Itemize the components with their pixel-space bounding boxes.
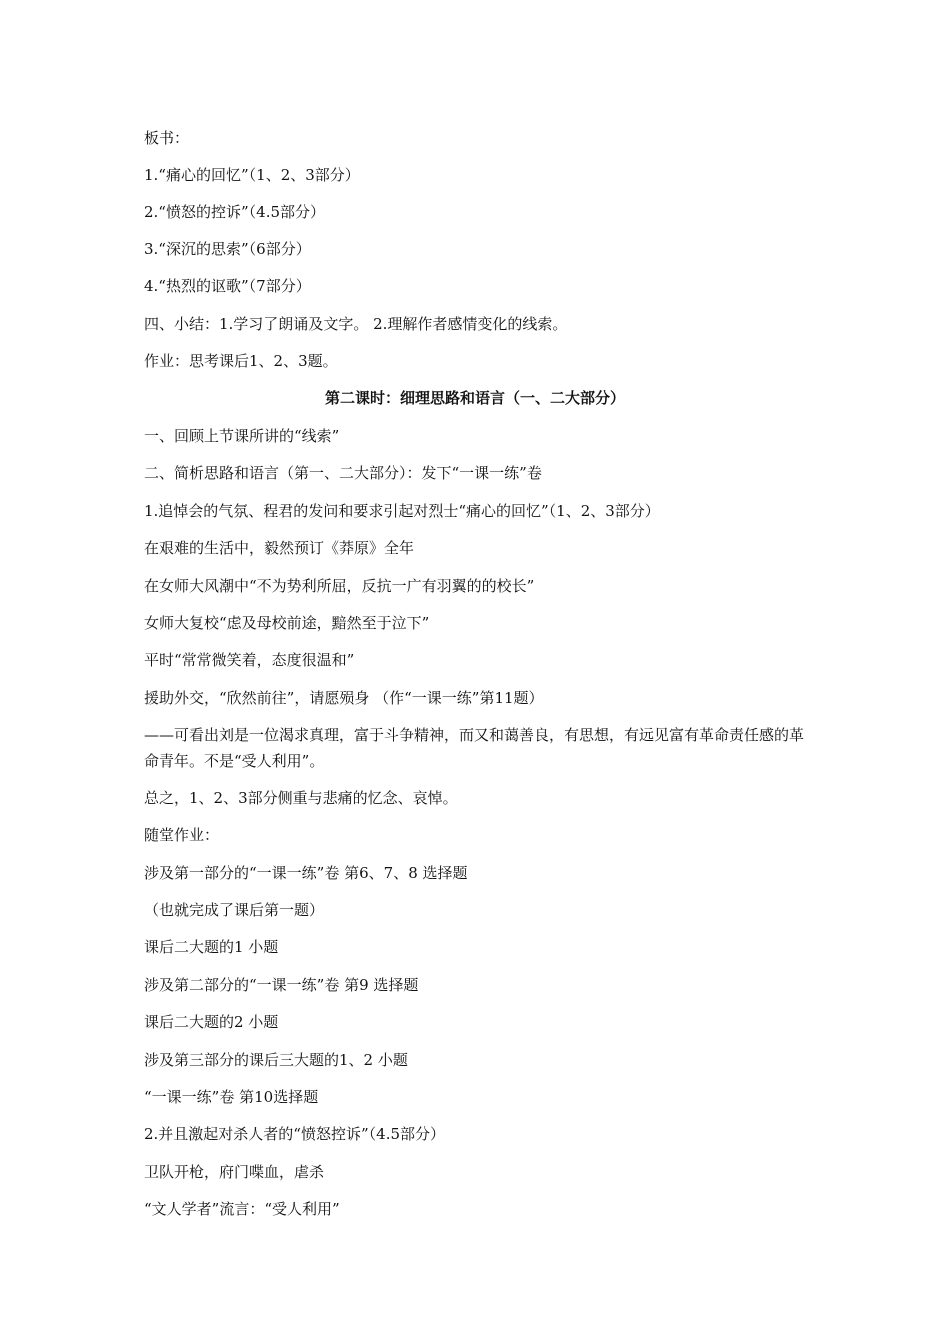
summary-line: 四、小结：1.学习了朗诵及文字。 2.理解作者感情变化的线索。 (144, 315, 568, 333)
paragraph: 卫队开枪，府门喋血，虐杀 (144, 1163, 325, 1181)
board-item-3: 3.“深沉的思索”（6部分） (144, 240, 311, 258)
paragraph: “一课一练”卷 第10选择题 (144, 1088, 319, 1106)
homework-line: 作业：思考课后1、2、3题。 (144, 352, 338, 370)
paragraph: 在女师大风潮中“不为势利所屈，反抗一广有羽翼的的校长” (144, 577, 535, 595)
paragraph: 援助外交，“欣然前往”，请愿殒身 （作“一课一练”第11题） (144, 689, 544, 707)
paragraph-wrapped: ——可看出刘是一位渴求真理，富于斗争精神，而又和蔼善良，有思想，有远见富有革命责任感的革命青年。不是“受人利用”。 (144, 726, 805, 770)
board-item-4: 4.“热烈的讴歌”（7部分） (144, 277, 311, 295)
board-item-2: 2.“愤怒的控诉”（4.5部分） (144, 203, 326, 221)
in-class-homework-label: 随堂作业： (144, 826, 220, 844)
paragraph: 1.追悼会的气氛、程君的发问和要求引起对烈士“痛心的回忆”（1、2、3部分） (144, 502, 660, 520)
paragraph: 涉及第三部分的课后三大题的1、2 小题 (144, 1051, 408, 1069)
paragraph: （也就完成了课后第一题） (144, 901, 325, 919)
paragraph: 女师大复校“虑及母校前途，黯然至于泣下” (144, 614, 430, 632)
paragraph: 一、回顾上节课所讲的“线索” (144, 427, 340, 445)
paragraph: 课后二大题的1 小题 (144, 938, 279, 956)
paragraph: 平时“常常微笑着，态度很温和” (144, 651, 355, 669)
paragraph: 二、简析思路和语言（第一、二大部分）：发下“一课一练”卷 (144, 464, 542, 482)
paragraph: 在艰难的生活中，毅然预订《莽原》全年 (144, 539, 415, 557)
paragraph: 课后二大题的2 小题 (144, 1013, 279, 1031)
section-heading: 第二课时：细理思路和语言（一、二大部分） (324, 389, 625, 407)
board-item-1: 1.“痛心的回忆”（1、2、3部分） (144, 166, 360, 184)
paragraph: 总之，1、2、3部分侧重与悲痛的忆念、哀悼。 (144, 789, 458, 807)
board-notes-label: 板书： (144, 129, 190, 147)
paragraph: “文人学者”流言：“受人利用” (144, 1200, 340, 1218)
paragraph: 涉及第二部分的“一课一练”卷 第9 选择题 (144, 976, 419, 994)
paragraph: 涉及第一部分的“一课一练”卷 第6、7、8 选择题 (144, 864, 468, 882)
paragraph: 2.并且激起对杀人者的“愤怒控诉”（4.5部分） (144, 1125, 446, 1143)
